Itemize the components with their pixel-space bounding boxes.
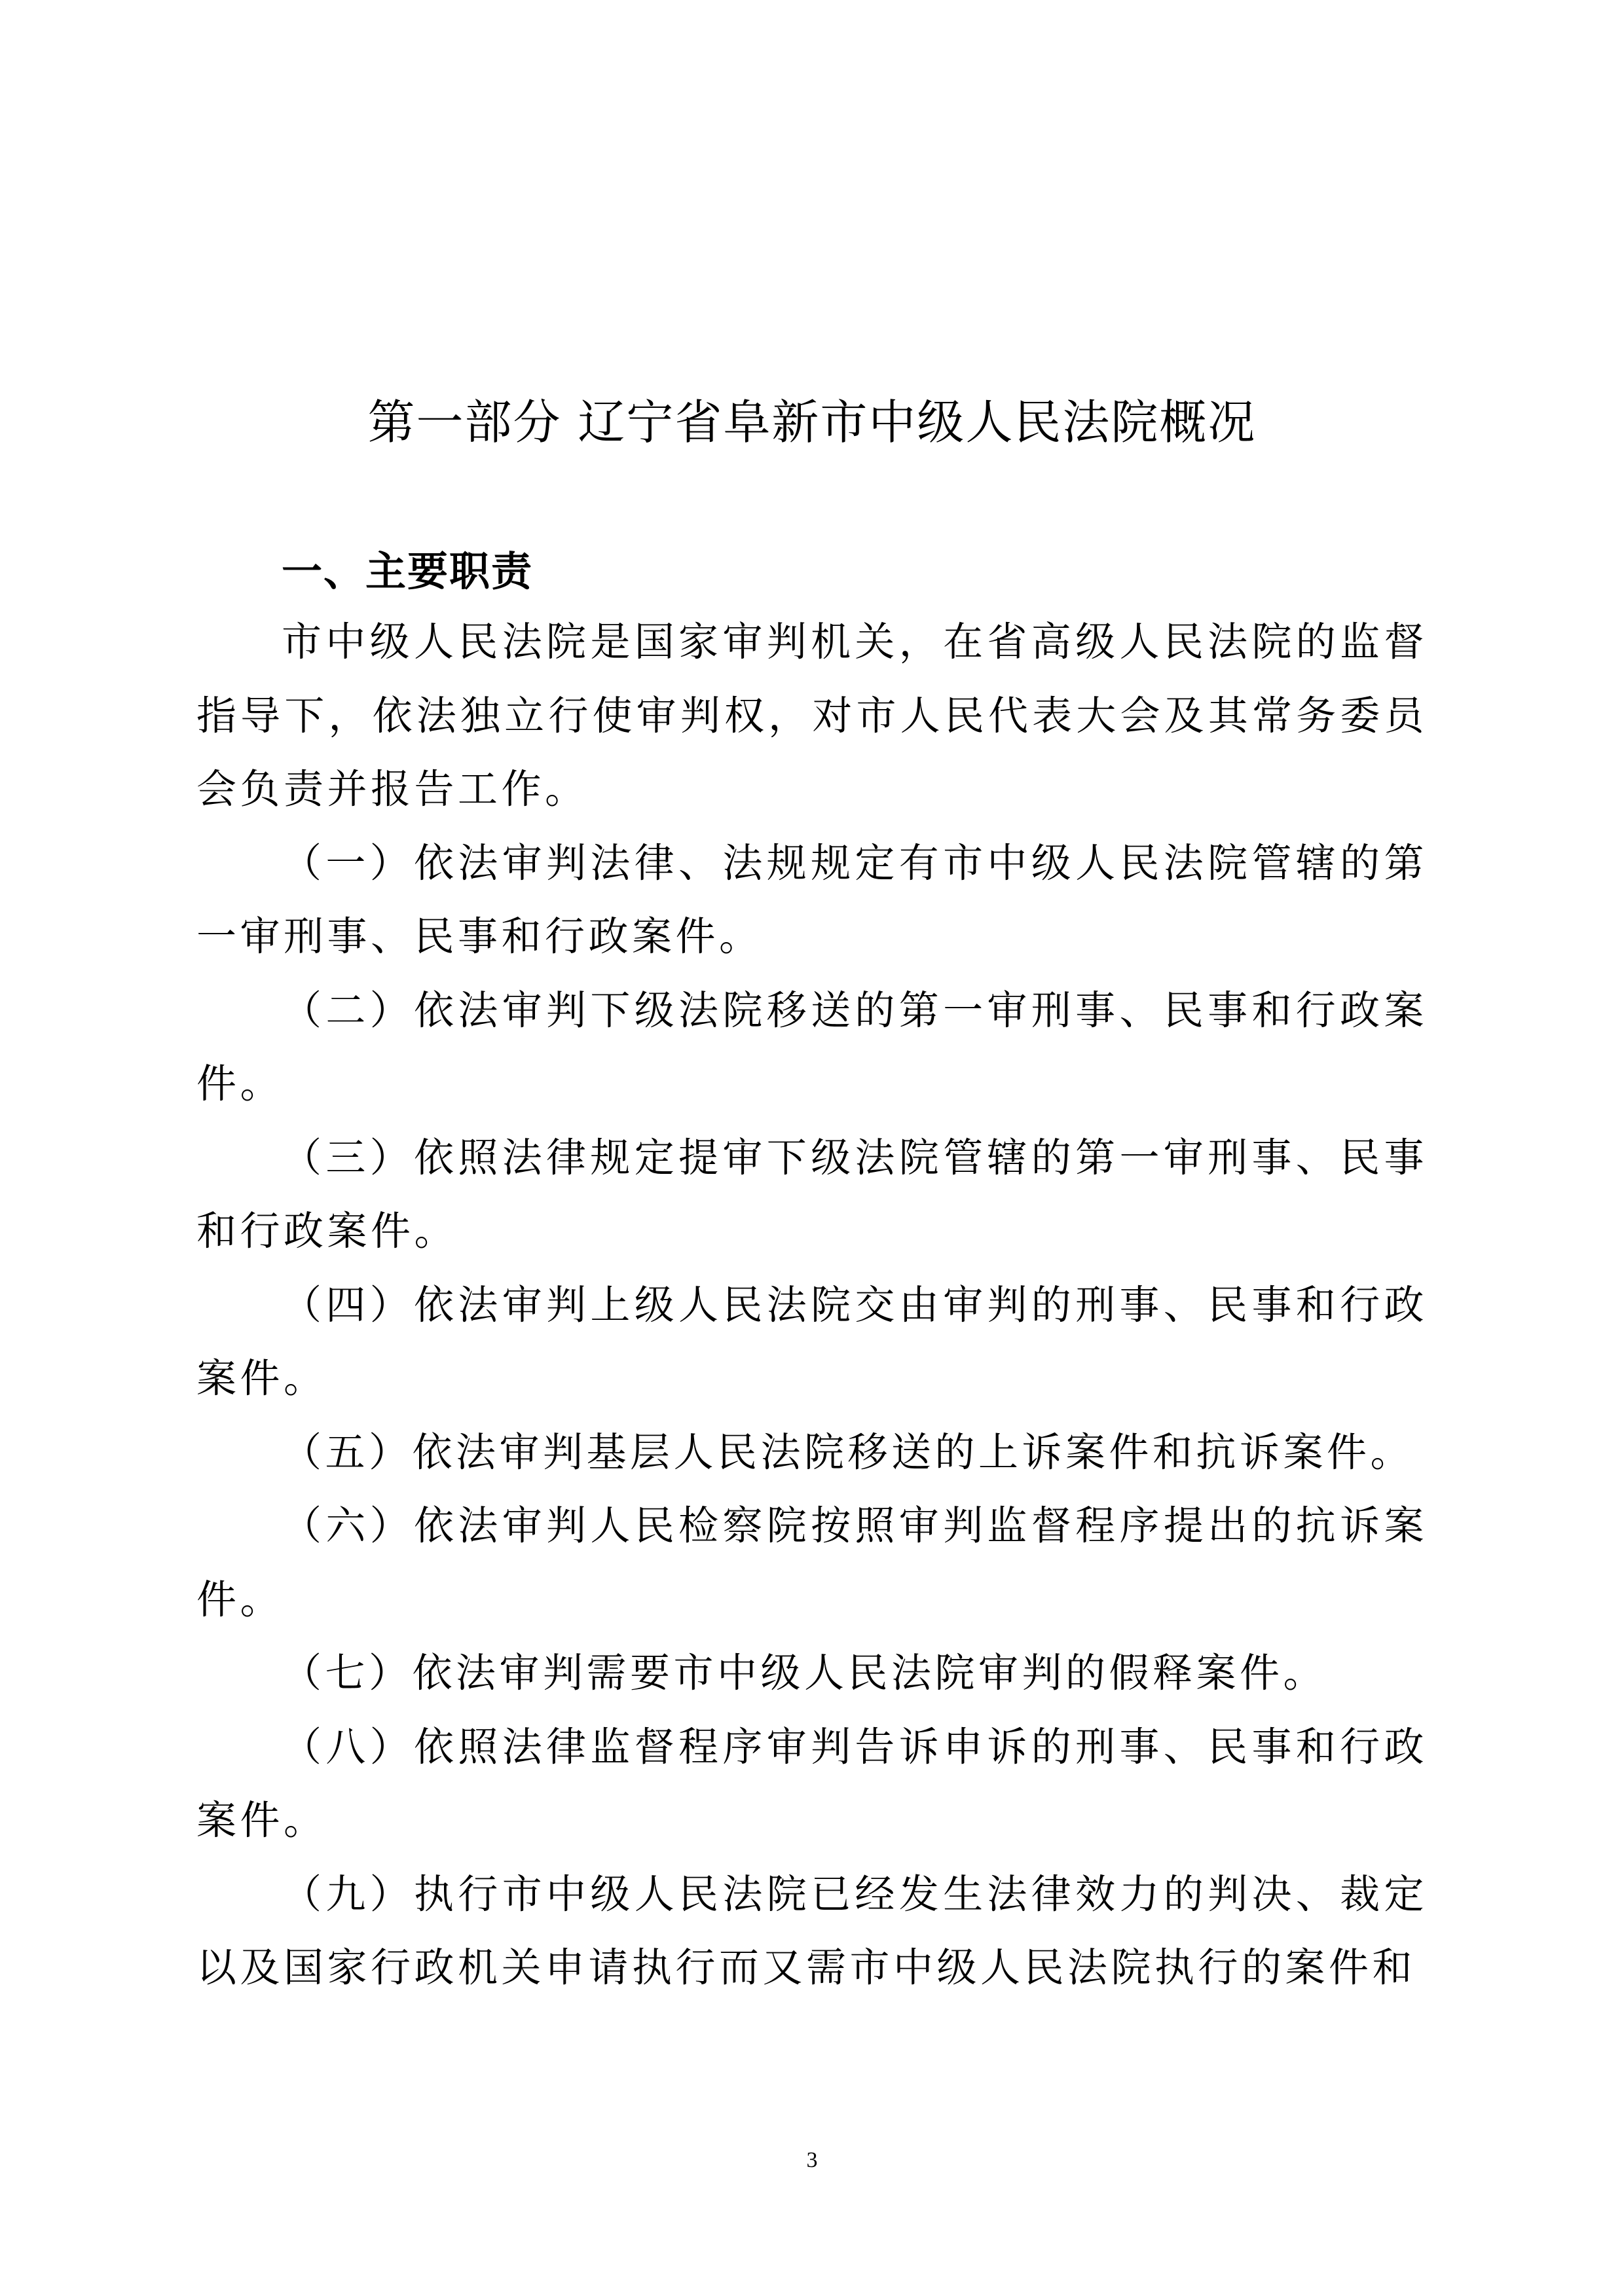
paragraph-item-3: （三）依照法律规定提审下级法院管辖的第一审刑事、民事和行政案件。 xyxy=(196,1134,1428,1254)
paragraph-item-9: （九）执行市中级人民法院已经发生法律效力的判决、裁定以及国家行政机关申请执行而又需市中级人民法院执行的案件和 xyxy=(196,1870,1428,1991)
page-number: 3 xyxy=(806,2148,818,2172)
paragraph-item-1: （一）依法审判法律、法规规定有市中级人民法院管辖的第一审刑事、民事和行政案件。 xyxy=(196,839,1428,960)
section-heading: 一、主要职责 xyxy=(282,547,534,595)
paragraph-item-6: （六）依法审判人民检察院按照审判监督程序提出的抗诉案件。 xyxy=(196,1503,1428,1623)
page-title: 第一部分 辽宁省阜新市中级人民法院概况 xyxy=(367,395,1257,450)
paragraph-intro: 市中级人民法院是国家审判机关，在省高级人民法院的监督指导下，依法独立行使审判权，对市人民代表大会及其常务委员会负责并报告工作。 xyxy=(196,619,1428,812)
paragraph-item-5: （五）依法审判基层人民法院移送的上诉案件和抗诉案件。 xyxy=(282,1429,1414,1476)
paragraph-item-4: （四）依法审判上级人民法院交由审判的刑事、民事和行政案件。 xyxy=(196,1281,1428,1402)
document-body xyxy=(196,537,1428,2005)
paragraph-item-2: （二）依法审判下级法院移送的第一审刑事、民事和行政案件。 xyxy=(196,987,1428,1107)
paragraph-item-7: （七）依法审判需要市中级人民法院审判的假释案件。 xyxy=(282,1650,1327,1696)
paragraph-item-8: （八）依照法律监督程序审判告诉申诉的刑事、民事和行政案件。 xyxy=(196,1723,1428,1844)
